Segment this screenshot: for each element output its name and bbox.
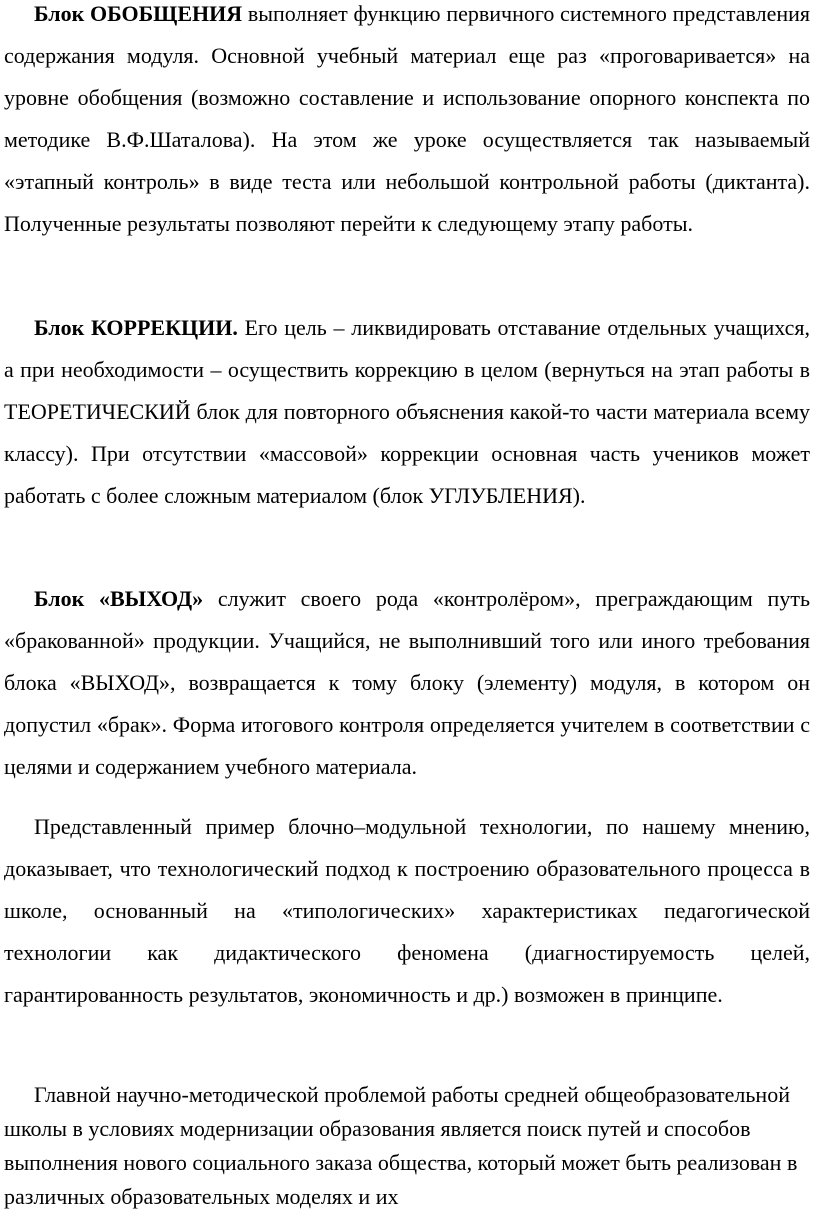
paragraph-text: Главной научно-методической проблемой работы средней общеобразовательной школы в условиях модернизации образования является поиск путей и способов выполнения нового социального заказа общества, который может быть реализован в различных образовательных моделях и их [4,1082,798,1209]
paragraph-lead: Блок ОБОБЩЕНИЯ [34,1,243,26]
paragraph-exit-block [4,578,810,788]
paragraph-technology-example [4,806,810,1016]
paragraph-lead: Блок КОРРЕКЦИИ. [34,315,238,340]
paragraph-lead: Блок «ВЫХОД» [34,586,204,611]
paragraph-main-problem [4,1078,810,1214]
paragraph-generalization-block [4,0,810,245]
paragraph-text: Представленный пример блочно–модульной технологии, по нашему мнению, доказывает, что технологический подход к построению образовательного процесса в школе, основанный на «типологических» характеристиках педагогической технологии как дидактического феномена (диагностируемость целей, гарантированность результатов, экономичность и др.) возможен в принципе. [4,814,810,1007]
paragraph-text: служит своего рода «контролёром», преграждающим путь «бракованной» продукции. Учащийся, не выполнивший того или иного требования блока «ВЫХОД», возвращается к тому блоку (элементу) модуля, в котором он допустил «брак». Форма итогового контроля определяется учителем в соответствии с целями и содержанием учебного материала. [4,586,810,779]
paragraph-text: Его цель – ликвидировать отставание отдельных учащихся, а при необходимости – осуществить коррекцию в целом (вернуться на этап работы в ТЕОРЕТИЧЕСКИЙ блок для повторного объяснения какой-то части материала всему классу). При отсутствии «массовой» коррекции основная часть учеников может работать с более сложным материалом (блок УГЛУБЛЕНИЯ). [4,315,810,508]
paragraph-correction-block [4,307,810,517]
paragraph-text: выполняет функцию первичного системного представления содержания модуля. Основной учебный материал еще раз «проговаривается» на уровне обобщения (возможно составление и использование опорного конспекта по методике В.Ф.Шаталова). На этом же уроке осуществляется так называемый «этапный контроль» в виде теста или небольшой контрольной работы (диктанта). Полученные результаты позволяют перейти к следующему этапу работы. [4,1,810,236]
